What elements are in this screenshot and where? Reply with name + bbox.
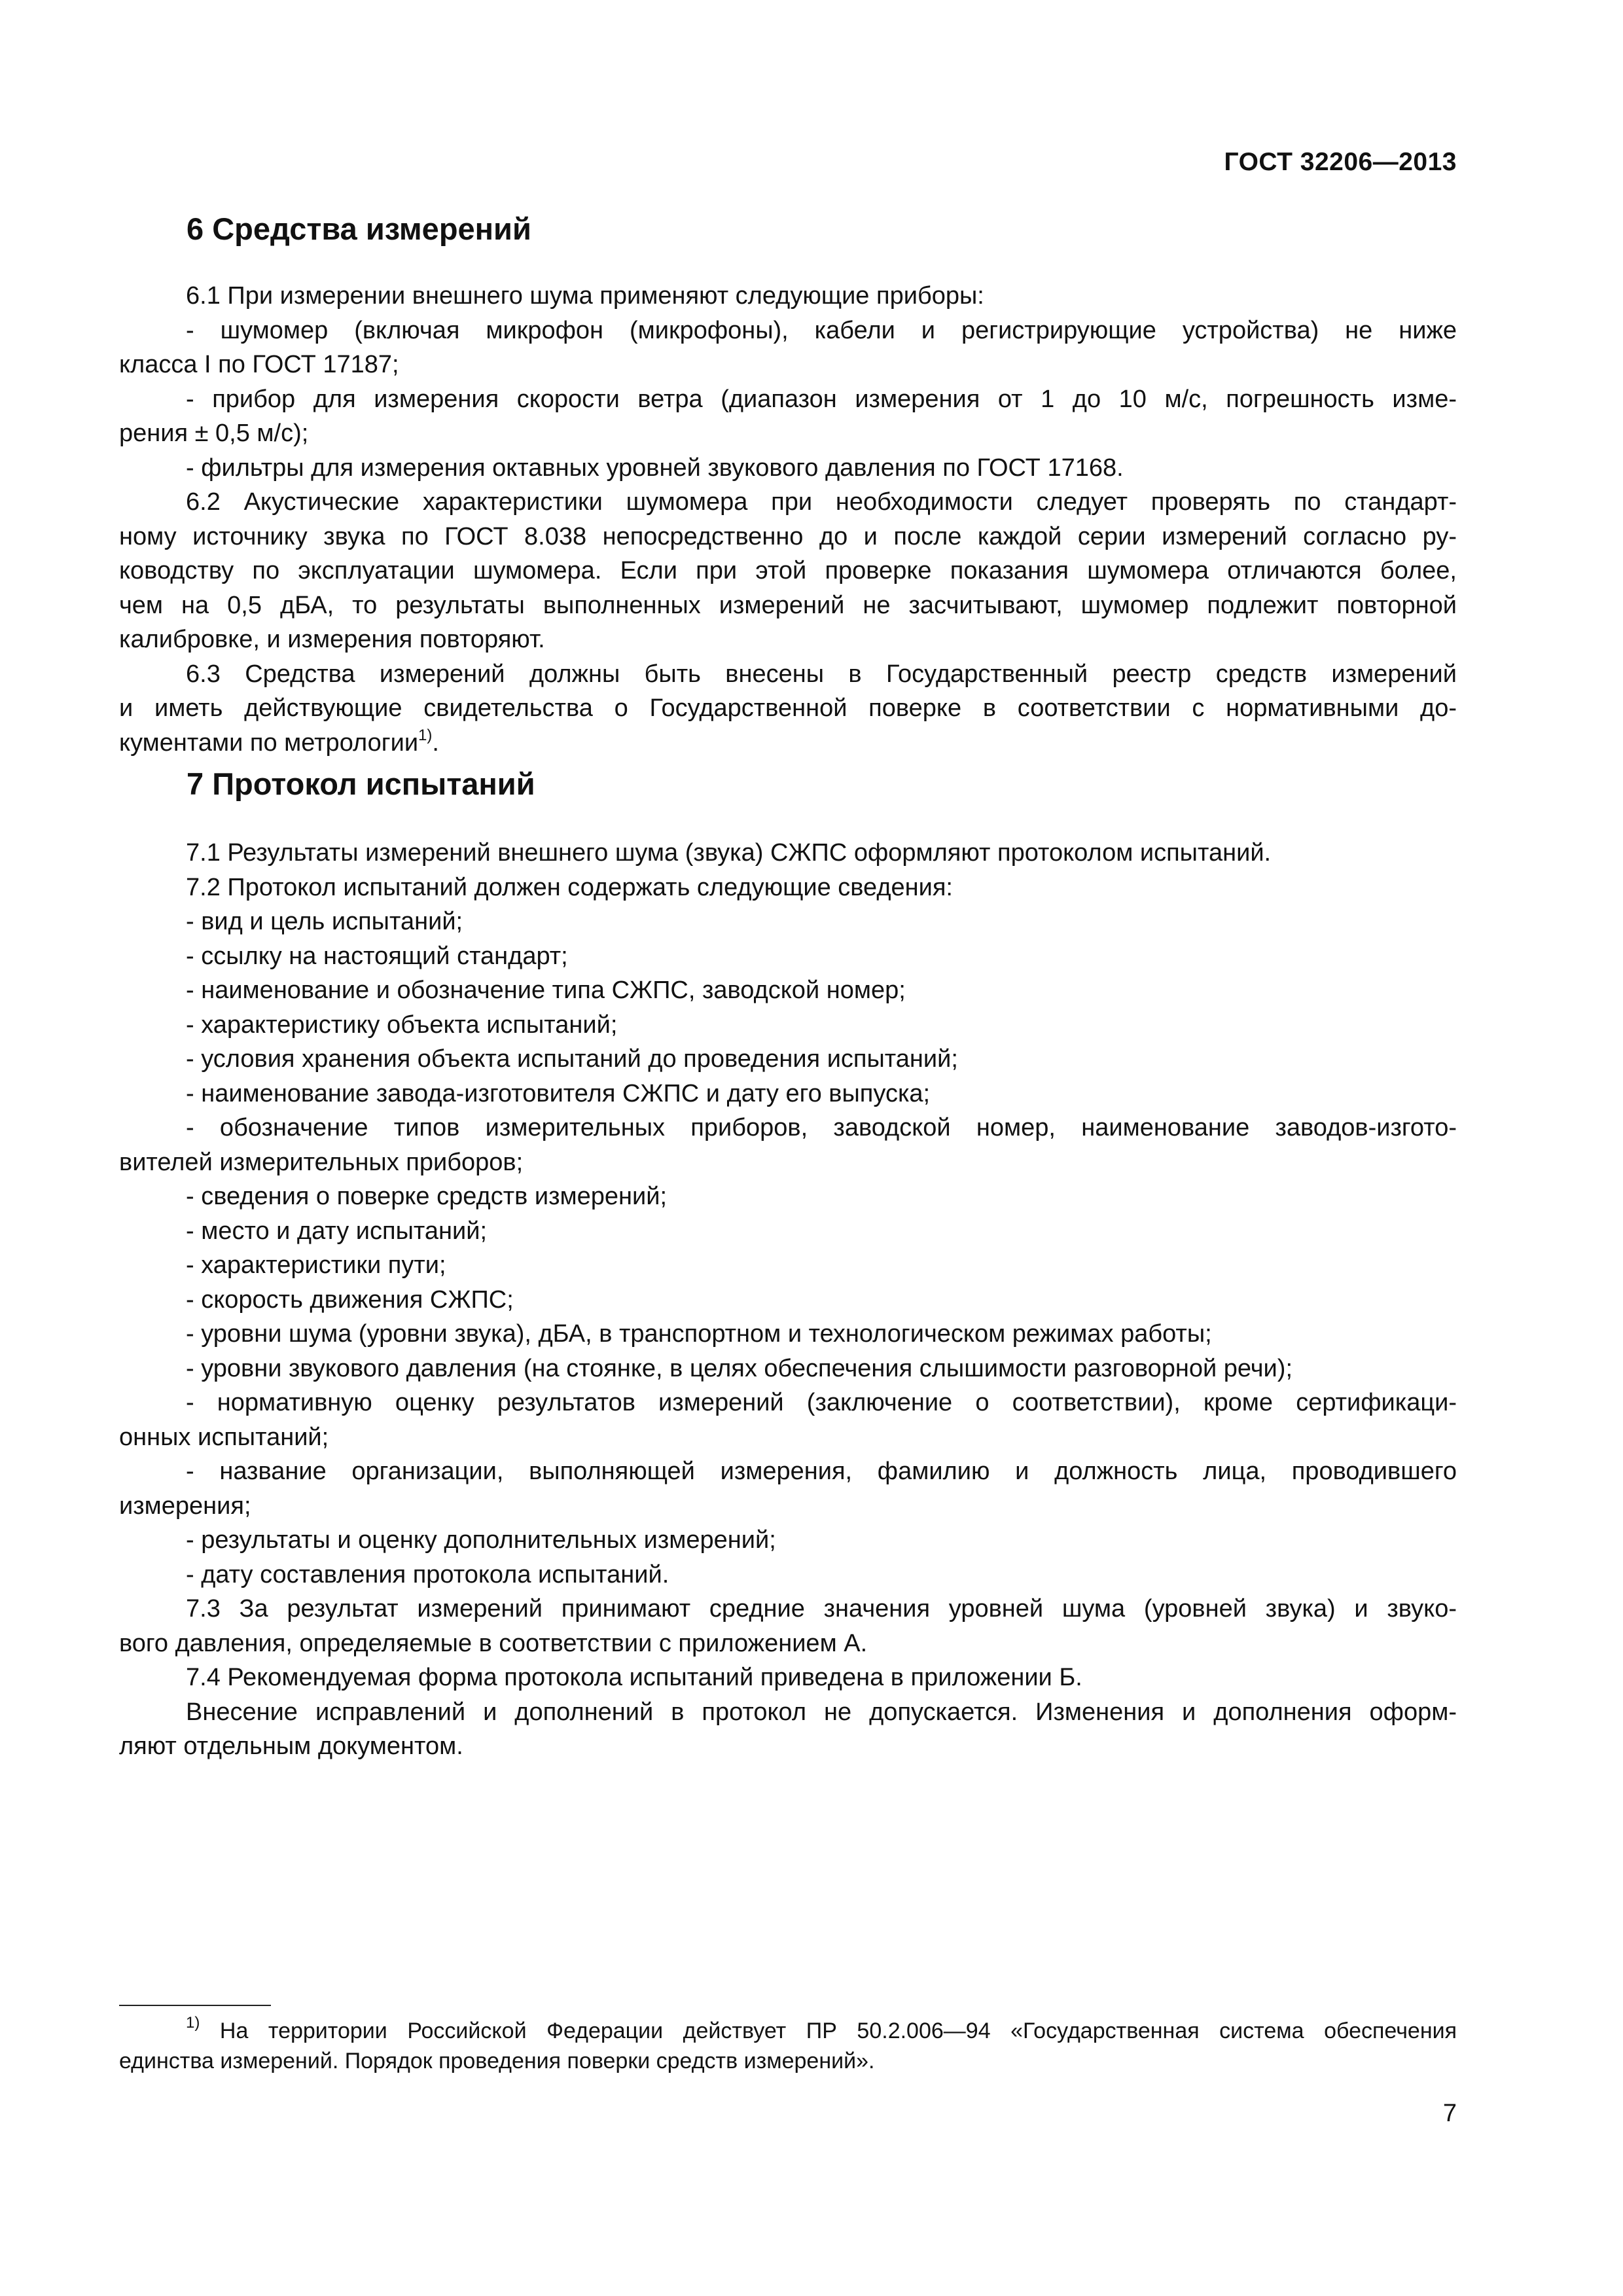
footnote bbox=[119, 2016, 1457, 2076]
paragraph-line: 7.1 Результаты измерений внешнего шума (звука) СЖПС оформляют протоколом испытаний. bbox=[186, 839, 1272, 867]
footnote-separator bbox=[119, 2005, 271, 2006]
paragraph-line: чем на 0,5 дБА, то результаты выполненных измерений не засчитывают, шумомер подлежит повторной bbox=[119, 591, 1457, 619]
list-item: - результаты и оценку дополнительных измерений; bbox=[186, 1526, 776, 1554]
paragraph-line: ному источнику звука по ГОСТ 8.038 непосредственно до и после каждой серии измерений согласно ру- bbox=[119, 522, 1457, 550]
list-item: - скорость движения СЖПС; bbox=[186, 1285, 514, 1314]
paragraph-line: 6.3 Средства измерений должны быть внесены в Государственный реестр средств измерений bbox=[186, 660, 1457, 688]
page-number: 7 bbox=[1442, 2100, 1457, 2127]
document-code: ГОСТ 32206—2013 bbox=[1224, 148, 1457, 176]
footnote-text: На территории Российской Федерации действует ПР 50.2.006—94 «Государственная система обеспечения bbox=[219, 2018, 1457, 2043]
list-item: - уровни шума (уровни звука), дБА, в транспортном и технологическом режимах работы; bbox=[186, 1320, 1212, 1348]
list-item: - условия хранения объекта испытаний до проведения испытаний; bbox=[186, 1045, 958, 1073]
footnote-line: единства измерений. Порядок проведения поверки средств измерений». bbox=[119, 2049, 875, 2073]
list-item: - характеристику объекта испытаний; bbox=[186, 1011, 618, 1039]
paragraph-line: рения ± 0,5 м/с); bbox=[119, 420, 309, 447]
list-item: - место и дату испытаний; bbox=[186, 1217, 488, 1245]
paragraph-line: вого давления, определяемые в соответствии с приложением А. bbox=[119, 1629, 868, 1657]
list-item-continuation: онных испытаний; bbox=[119, 1423, 329, 1451]
footnote-line bbox=[119, 2016, 1457, 2046]
paragraph-line: калибровке, и измерения повторяют. bbox=[119, 626, 545, 653]
list-item: - обозначение типов измерительных приборов, заводской номер, наименование заводов-изгото- bbox=[186, 1114, 1457, 1141]
list-item: - уровни звукового давления (на стоянке, в целях обеспечения слышимости разговорной речи); bbox=[186, 1354, 1293, 1382]
paragraph-line: ководству по эксплуатации шумомера. Если при этой проверке показания шумомера отличаются более, bbox=[119, 557, 1457, 584]
paragraph-line: 6.1 При измерении внешнего шума применяют следующие приборы: bbox=[186, 282, 984, 310]
paragraph-line: - прибор для измерения скорости ветра (диапазон измерения от 1 до 10 м/с, погрешность изме- bbox=[186, 385, 1457, 413]
section-7-heading: 7 Протокол испытаний bbox=[187, 766, 535, 801]
list-item: - нормативную оценку результатов измерений (заключение о соответствии), кроме сертификаци- bbox=[186, 1389, 1457, 1416]
paragraph-line: 7.2 Протокол испытаний должен содержать следующие сведения: bbox=[186, 873, 953, 901]
list-item: - сведения о поверке средств измерений; bbox=[186, 1183, 668, 1210]
section-6-heading: 6 Средства измерений bbox=[187, 211, 531, 246]
paragraph-line: ляют отдельным документом. bbox=[119, 1732, 463, 1760]
list-item: - вид и цель испытаний; bbox=[186, 908, 463, 935]
paragraph-text: кументами по метрологии bbox=[119, 728, 419, 757]
paragraph-line: Внесение исправлений и дополнений в протокол не допускается. Изменения и дополнения оформ- bbox=[186, 1698, 1457, 1726]
list-item: - характеристики пути; bbox=[186, 1251, 446, 1279]
list-item: - название организации, выполняющей измерения, фамилию и должность лица, проводившего bbox=[186, 1458, 1457, 1485]
paragraph-line: - фильтры для измерения октавных уровней звукового давления по ГОСТ 17168. bbox=[186, 454, 1124, 482]
paragraph-line: 6.2 Акустические характеристики шумомера при необходимости следует проверять по стандарт- bbox=[186, 488, 1457, 516]
footnote-marker: 1) bbox=[186, 2014, 200, 2032]
list-item-continuation: измерения; bbox=[119, 1492, 251, 1520]
list-item: - наименование и обозначение типа СЖПС, заводской номер; bbox=[186, 977, 906, 1004]
list-item: - дату составления протокола испытаний. bbox=[186, 1560, 669, 1588]
list-item: - наименование завода-изготовителя СЖПС и дату его выпуска; bbox=[186, 1079, 931, 1107]
paragraph-line: и иметь действующие свидетельства о Государственной поверке в соответствии с нормативными до- bbox=[119, 694, 1457, 722]
section-6-body bbox=[119, 279, 1457, 760]
paragraph-line: - шумомер (включая микрофон (микрофоны), кабели и регистрирующие устройства) не ниже bbox=[186, 316, 1457, 344]
list-item-continuation: вителей измерительных приборов; bbox=[119, 1148, 524, 1176]
paragraph-line: 7.4 Рекомендуемая форма протокола испытаний приведена в приложении Б. bbox=[186, 1664, 1082, 1691]
paragraph-line-with-footnote bbox=[119, 726, 1457, 761]
paragraph-line: класса I по ГОСТ 17187; bbox=[119, 351, 399, 378]
list-item: - ссылку на настоящий стандарт; bbox=[186, 942, 568, 970]
paragraph-line: 7.3 За результат измерений принимают средние значения уровней шума (уровней звука) и звуко- bbox=[186, 1595, 1457, 1623]
paragraph-text-tail: . bbox=[432, 728, 439, 757]
section-7-body bbox=[119, 836, 1457, 1764]
footnote-reference: 1) bbox=[418, 726, 433, 744]
